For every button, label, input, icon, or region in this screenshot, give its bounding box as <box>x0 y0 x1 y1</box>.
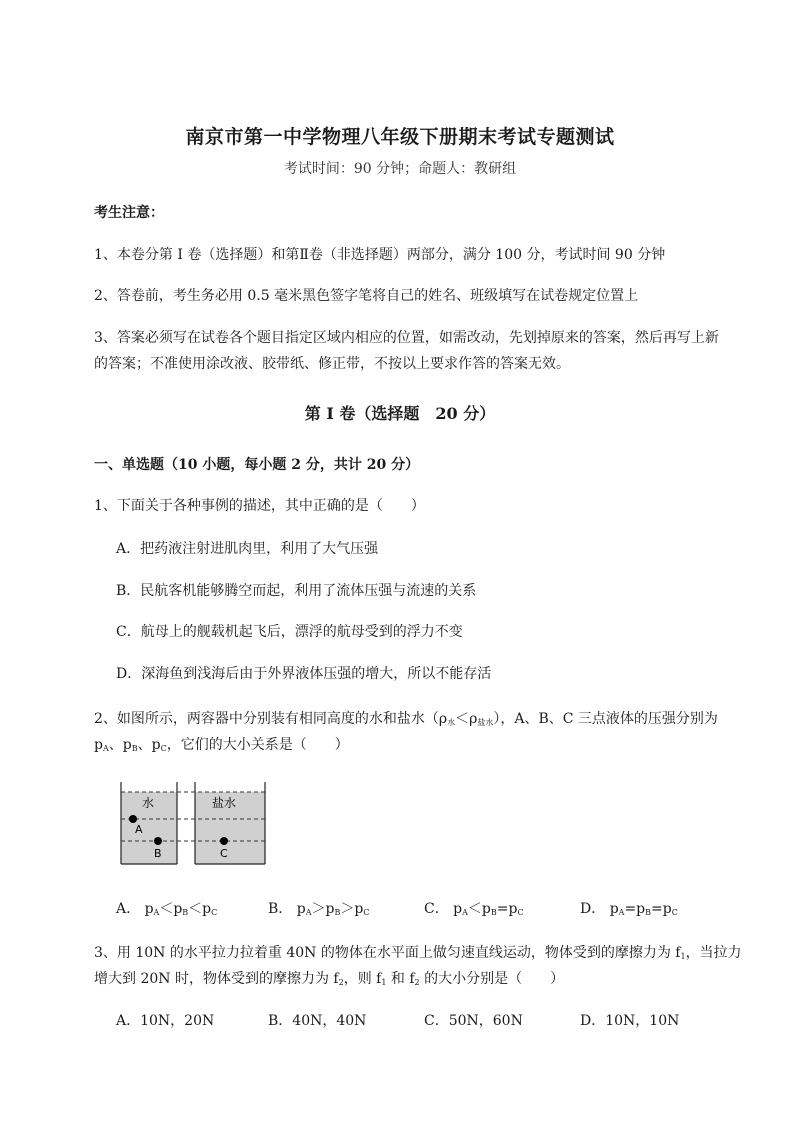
relation: ＜p <box>467 901 491 917</box>
q3-stem-text: 和 f <box>386 971 415 987</box>
relation: =p <box>496 901 518 917</box>
p-symbol: p <box>609 901 619 917</box>
sub-a: A <box>102 744 109 753</box>
option-letter: B． <box>268 901 293 917</box>
notice-item-3-line-2: 的答案；不准使用涂改液、胶带纸、修正带，不按以上要求作答的答案无效。 <box>94 356 570 372</box>
sub-b: B <box>131 744 138 753</box>
notice-heading: 考生注意： <box>94 205 164 221</box>
sub: 2 <box>414 978 420 987</box>
sub: C <box>671 908 678 917</box>
relation: ＜p <box>159 901 183 917</box>
sub: A <box>153 908 160 917</box>
sub: B <box>334 908 341 917</box>
q3-stem-line-2 <box>94 966 754 996</box>
relation: ＞p <box>311 901 335 917</box>
p-symbol: p <box>94 737 103 753</box>
q3-options-row <box>116 1010 756 1032</box>
sub: C <box>517 908 524 917</box>
exam-subtitle: 考试时间：90 分钟；命题人：教研组 <box>283 161 517 177</box>
sub: C <box>211 908 218 917</box>
p-symbol: p <box>296 901 306 917</box>
rho-sub-water: 水 <box>447 718 456 727</box>
q3-stem-text: ，当拉力 <box>685 945 742 961</box>
q2-option-b <box>268 898 369 918</box>
p-symbol: p <box>453 901 463 917</box>
notice-item-3-line-1: 3、答案必须写在试卷各个题目指定区域内相应的位置，如需改动，先划掉原来的答案，然后再写上新 <box>94 330 719 346</box>
q3-stem-text: 的大小分别是（ ） <box>419 971 565 987</box>
q1-option-b: B．民航客机能够腾空而起，利用了流体压强与流速的关系 <box>116 583 477 599</box>
saltwater-label: 盐水 <box>212 796 237 810</box>
sub: 1 <box>381 978 387 987</box>
sub: B <box>182 908 189 917</box>
sub: B <box>490 908 497 917</box>
notice-item-1: 1、本卷分第 I 卷（选择题）和第Ⅱ卷（非选择题）两部分，满分 100 分，考试时间 90 分钟 <box>94 247 666 263</box>
option-letter: A． <box>116 901 141 917</box>
q2-stem-post: ），A、B、C 三点液体的压强分别为 <box>493 711 718 727</box>
q2-options-row <box>116 898 756 920</box>
containers-figure <box>120 780 270 870</box>
part-heading: 一、单选题（10 小题，每小题 2 分，共计 20 分） <box>94 457 420 473</box>
option-letter: C． <box>424 901 449 917</box>
q3-option-d: D．10N，10N <box>580 1013 680 1029</box>
q3-stem-text: 增大到 20N 时，物体受到的摩擦力为 f <box>94 971 339 987</box>
point-b-dot <box>154 837 162 845</box>
point-c-dot <box>220 837 228 845</box>
q2-option-a <box>116 898 217 918</box>
q2-less-than: ＜ρ <box>455 711 478 727</box>
q2-option-c <box>424 898 524 918</box>
q3-stem-text: 3、用 10N 的水平拉力拉着重 40N 的物体在水平面上做匀速直线运动，物体受到的摩擦力为 f <box>94 945 681 961</box>
relation: ＞p <box>340 901 364 917</box>
relation: ＜p <box>188 901 212 917</box>
point-a-dot <box>129 815 137 823</box>
section-title: 第 I 卷（选择题 20 分） <box>304 404 496 423</box>
point-c-label: C <box>220 847 228 860</box>
q2-stem-line-2 <box>94 732 754 762</box>
sub-c: C <box>160 744 167 753</box>
sub: A <box>618 908 625 917</box>
point-b-label: B <box>154 847 162 860</box>
q1-option-a: A．把药液注射进肌肉里，利用了大气压强 <box>116 541 379 557</box>
separator: 、p <box>108 737 132 753</box>
sub: C <box>363 908 370 917</box>
relation: =p <box>651 901 672 917</box>
option-letter: D． <box>580 901 606 917</box>
q1-option-c: C．航母上的舰载机起飞后，漂浮的航母受到的浮力不变 <box>116 624 463 640</box>
q3-option-c: C．50N，60N <box>424 1013 523 1029</box>
q3-option-a: A．10N，20N <box>116 1013 215 1029</box>
q2-stem-pre: 2、如图所示，两容器中分别装有相同高度的水和盐水（ρ <box>94 711 448 727</box>
water-label: 水 <box>142 796 155 810</box>
exam-title: 南京市第一中学物理八年级下册期末考试专题测试 <box>185 126 615 148</box>
q1-stem: 1、下面关于各种事例的描述，其中正确的是（ ） <box>94 498 425 514</box>
separator: 、p <box>137 737 161 753</box>
sub: B <box>645 908 652 917</box>
relation: =p <box>624 901 646 917</box>
notice-item-2: 2、答卷前，考生务必用 0.5 毫米黑色签字笔将自己的姓名、班级填写在试卷规定位置上 <box>94 288 639 304</box>
q3-stem-text: ，则 f <box>343 971 382 987</box>
q2-option-d <box>580 898 678 918</box>
rho-sub-salt: 盐水 <box>477 718 494 727</box>
q2-stem-end: ，它们的大小关系是（ ） <box>166 737 349 753</box>
sub: A <box>305 908 312 917</box>
q3-option-b: B．40N，40N <box>268 1013 367 1029</box>
sub: 1 <box>680 952 686 961</box>
q1-option-d: D．深海鱼到浅海后由于外界液体压强的增大，所以不能存活 <box>116 666 492 682</box>
point-a-label: A <box>135 823 143 836</box>
p-symbol: p <box>144 901 154 917</box>
sub: A <box>462 908 468 917</box>
sub: 2 <box>338 978 344 987</box>
